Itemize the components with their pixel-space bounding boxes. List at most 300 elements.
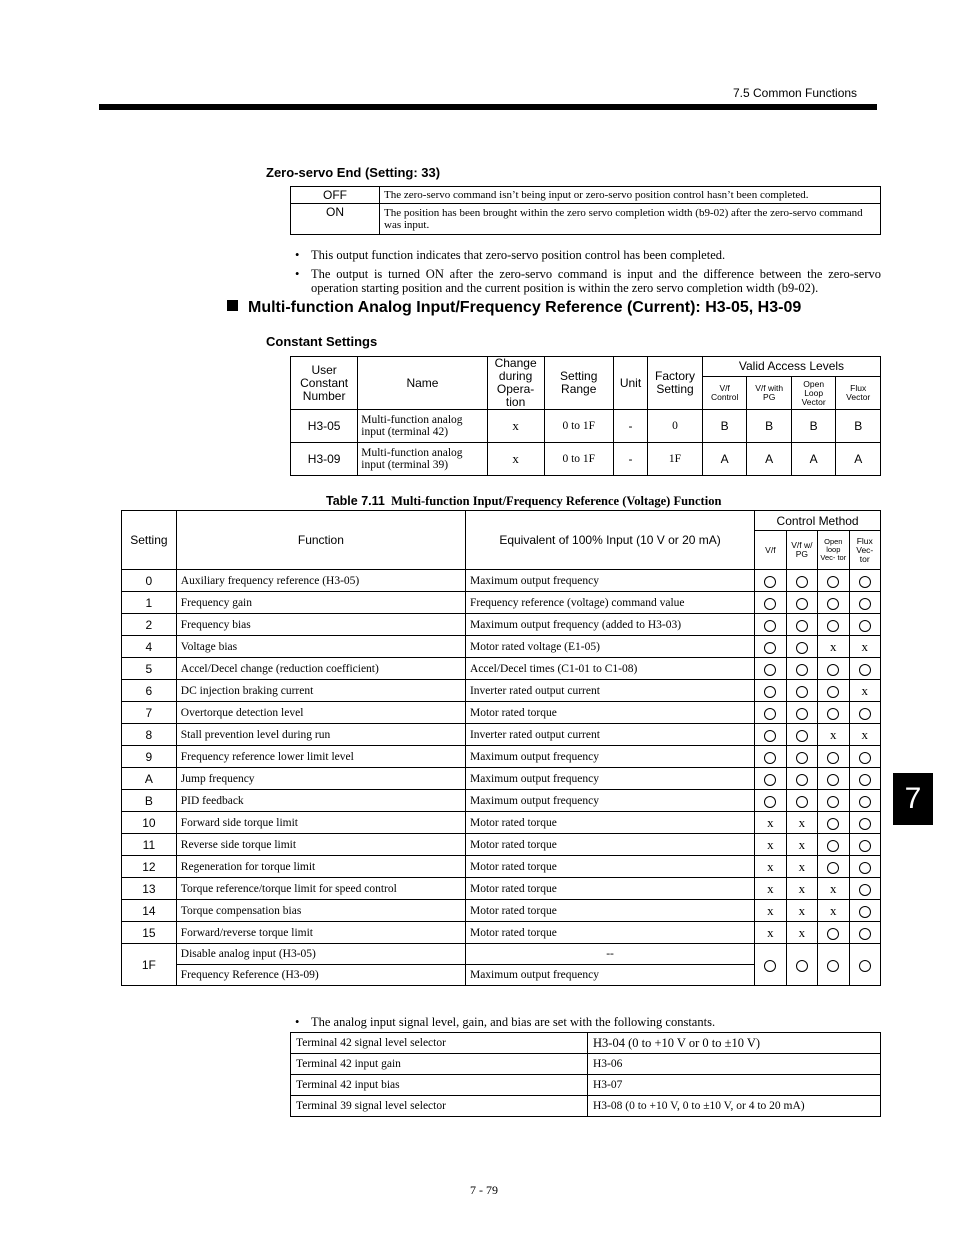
cell-method-olv: [818, 614, 849, 636]
table-row: [122, 790, 881, 812]
cell-setting: 1F: [122, 944, 177, 986]
function-table-body: [122, 570, 881, 944]
availability-circle-icon: [827, 774, 839, 786]
cell-method-vf: [755, 592, 786, 614]
header-row: [122, 511, 881, 531]
table-row: [122, 724, 881, 746]
cell-olv: A: [791, 443, 836, 476]
availability-circle-icon: [796, 620, 808, 632]
availability-circle-icon: [764, 576, 776, 588]
constant-settings-table: [290, 356, 881, 476]
col-header-olv: Open loop Vec- tor: [818, 531, 849, 570]
zero-servo-key: OFF: [291, 187, 380, 204]
availability-circle-icon: [796, 576, 808, 588]
availability-circle-icon: [827, 576, 839, 588]
availability-circle-icon: [827, 928, 839, 940]
unavailable-x-mark: x: [861, 682, 868, 698]
cell-method-vfpg: [786, 812, 817, 834]
cell-method-olv: [818, 768, 849, 790]
cell-method-olv: [818, 900, 849, 922]
cell-equivalent: Maximum output frequency: [465, 790, 754, 812]
cell-equivalent: Inverter rated output current: [465, 680, 754, 702]
cell-label: Terminal 42 signal level selector: [291, 1033, 588, 1054]
col-header-setting: Setting: [122, 511, 177, 570]
cell-method-flux: [849, 812, 880, 834]
cell-method-olv: [818, 878, 849, 900]
cell-method-flux: [849, 724, 880, 746]
cell-method-olv: [818, 724, 849, 746]
cell-value: H3-06: [588, 1054, 881, 1075]
availability-circle-icon: [764, 960, 776, 972]
cell-function: Forward side torque limit: [176, 812, 465, 834]
cell-function: Frequency Reference (H3-09): [176, 965, 465, 986]
availability-circle-icon: [764, 796, 776, 808]
table-row: [122, 658, 881, 680]
cell-change: x: [487, 410, 544, 443]
col-header-name: Name: [358, 357, 487, 410]
availability-circle-icon: [827, 862, 839, 874]
availability-circle-icon: [859, 818, 871, 830]
cell-method-vf: [755, 724, 786, 746]
cell-method-flux: [849, 790, 880, 812]
table-row: [122, 702, 881, 724]
cell-setting: 1: [122, 592, 177, 614]
availability-circle-icon: [827, 840, 839, 852]
table-row: [122, 570, 881, 592]
availability-circle-icon: [796, 774, 808, 786]
cell-method-vf: [755, 834, 786, 856]
cell-method-olv: [818, 790, 849, 812]
cell-equivalent: Inverter rated output current: [465, 724, 754, 746]
cell-method-olv: [818, 944, 849, 986]
cell-method-flux: [849, 834, 880, 856]
availability-circle-icon: [859, 840, 871, 852]
cell-method-vfpg: [786, 592, 817, 614]
table-row: [122, 900, 881, 922]
cell-method-vf: [755, 636, 786, 658]
unavailable-x-mark: x: [767, 880, 774, 896]
cell-method-vf: [755, 922, 786, 944]
availability-circle-icon: [827, 620, 839, 632]
cell-method-vf: [755, 900, 786, 922]
availability-circle-icon: [796, 796, 808, 808]
cell-function: Frequency reference lower limit level: [176, 746, 465, 768]
col-header-control-method: Control Method: [755, 511, 881, 531]
cell-function: DC injection braking current: [176, 680, 465, 702]
cell-function: Jump frequency: [176, 768, 465, 790]
cell-method-olv: [818, 746, 849, 768]
col-header-vfpg: V/f w/ PG: [786, 531, 817, 570]
zero-servo-table: [290, 186, 881, 235]
unavailable-x-mark: x: [767, 902, 774, 918]
availability-circle-icon: [796, 598, 808, 610]
cell-equivalent: Maximum output frequency (added to H3-03): [465, 614, 754, 636]
cell-method-flux: [849, 680, 880, 702]
cell-method-olv: [818, 702, 849, 724]
section-heading: [227, 299, 801, 317]
cell-method-vfpg: [786, 944, 817, 986]
cell-method-vf: [755, 702, 786, 724]
col-header-setting-range: Setting Range: [544, 357, 613, 410]
availability-circle-icon: [827, 752, 839, 764]
cell-function: Stall prevention level during run: [176, 724, 465, 746]
table-row: [122, 834, 881, 856]
cell-method-vf: [755, 658, 786, 680]
table-row: [291, 1054, 881, 1075]
cell-method-vfpg: [786, 768, 817, 790]
table-row: [122, 922, 881, 944]
availability-circle-icon: [827, 686, 839, 698]
availability-circle-icon: [764, 686, 776, 698]
cell-method-vfpg: [786, 834, 817, 856]
cell-function: Torque reference/torque limit for speed control: [176, 878, 465, 900]
cell-method-vf: [755, 570, 786, 592]
cell-setting: 12: [122, 856, 177, 878]
cell-factory: 0: [648, 410, 703, 443]
cell-label: Terminal 42 input bias: [291, 1075, 588, 1096]
cell-method-vfpg: [786, 636, 817, 658]
cell-setting: 5: [122, 658, 177, 680]
function-table-last: [122, 944, 881, 986]
availability-circle-icon: [827, 818, 839, 830]
cell-method-olv: [818, 680, 849, 702]
cell-method-flux: [849, 746, 880, 768]
cell-value: H3-07: [588, 1075, 881, 1096]
table-row: [291, 1075, 881, 1096]
zero-servo-bullets: [293, 248, 881, 300]
cell-equivalent: Maximum output frequency: [465, 746, 754, 768]
cell-method-flux: [849, 592, 880, 614]
running-header: 7.5 Common Functions: [733, 86, 858, 100]
table-row: [122, 746, 881, 768]
cell-vf: A: [702, 443, 747, 476]
bullet-item: • The output is turned ON after the zero-servo command is input and the difference between the zero-servo operation starting position and the current position is within the zero servo completion width (b9-02).: [293, 267, 881, 295]
table-row: [291, 187, 881, 204]
cell-method-flux: [849, 570, 880, 592]
availability-circle-icon: [859, 928, 871, 940]
table-row: [122, 592, 881, 614]
header-rule: [99, 104, 877, 110]
table-caption-label: Table 7.11: [326, 494, 385, 508]
cell-setting: A: [122, 768, 177, 790]
availability-circle-icon: [796, 686, 808, 698]
cell-equivalent: Maximum output frequency: [465, 570, 754, 592]
cell-method-vf: [755, 680, 786, 702]
cell-function: Auxiliary frequency reference (H3-05): [176, 570, 465, 592]
table-row: [122, 812, 881, 834]
cell-method-flux: [849, 768, 880, 790]
unavailable-x-mark: x: [767, 814, 774, 830]
cell-method-vfpg: [786, 614, 817, 636]
availability-circle-icon: [859, 598, 871, 610]
cell-name: Multi-function analog input (terminal 42): [358, 410, 487, 443]
cell-setting: 0: [122, 570, 177, 592]
table-row: [122, 878, 881, 900]
cell-method-vfpg: [786, 790, 817, 812]
cell-method-flux: [849, 636, 880, 658]
table-row: [122, 944, 881, 965]
cell-method-olv: [818, 636, 849, 658]
table-row: [291, 410, 881, 443]
col-header-factory-setting: Factory Setting: [648, 357, 703, 410]
unavailable-x-mark: x: [798, 858, 806, 874]
unavailable-x-mark: x: [830, 880, 837, 896]
cell-equivalent: Motor rated torque: [465, 702, 754, 724]
cell-method-vfpg: [786, 658, 817, 680]
unavailable-x-mark: x: [798, 902, 806, 918]
cell-equivalent: Motor rated torque: [465, 922, 754, 944]
cell-vfpg: A: [747, 443, 792, 476]
table-row: [122, 768, 881, 790]
availability-circle-icon: [859, 708, 871, 720]
cell-equivalent: Maximum output frequency: [465, 768, 754, 790]
availability-circle-icon: [764, 730, 776, 742]
unavailable-x-mark: x: [798, 880, 806, 896]
cell-method-olv: [818, 592, 849, 614]
availability-circle-icon: [859, 576, 871, 588]
cell-equivalent: Motor rated torque: [465, 834, 754, 856]
cell-method-flux: [849, 900, 880, 922]
cell-method-vfpg: [786, 900, 817, 922]
cell-name: Multi-function analog input (terminal 39): [358, 443, 487, 476]
bullet-item: • This output function indicates that zero-servo position control has been completed.: [293, 248, 881, 262]
section-heading-text: Multi-function Analog Input/Frequency Reference (Current): H3-05, H3-09: [248, 299, 802, 316]
cell-method-flux: [849, 702, 880, 724]
cell-function: Accel/Decel change (reduction coefficient): [176, 658, 465, 680]
cell-method-flux: [849, 614, 880, 636]
col-header-vf: V/f: [755, 531, 786, 570]
unavailable-x-mark: x: [767, 858, 774, 874]
availability-circle-icon: [859, 906, 871, 918]
zero-servo-title: Zero-servo End (Setting: 33): [266, 165, 441, 180]
availability-circle-icon: [859, 884, 871, 896]
availability-circle-icon: [764, 642, 776, 654]
table-caption: [326, 494, 721, 509]
cell-setting: 9: [122, 746, 177, 768]
unavailable-x-mark: x: [798, 924, 806, 940]
cell-method-vfpg: [786, 724, 817, 746]
cell-setting: B: [122, 790, 177, 812]
availability-circle-icon: [764, 774, 776, 786]
cell-method-flux: [849, 944, 880, 986]
cell-method-olv: [818, 812, 849, 834]
col-header-vf-with-pg: V/f with PG: [747, 377, 792, 410]
cell-function: Disable analog input (H3-05): [176, 944, 465, 965]
cell-function: Reverse side torque limit: [176, 834, 465, 856]
cell-method-vfpg: [786, 922, 817, 944]
col-header-open-loop-vector: Open Loop Vector: [791, 377, 836, 410]
cell-range: 0 to 1F: [544, 410, 613, 443]
analog-constants-table: [290, 1032, 881, 1117]
cell-label: Terminal 42 input gain: [291, 1054, 588, 1075]
col-header-vf-control: V/f Control: [702, 377, 747, 410]
availability-circle-icon: [859, 620, 871, 632]
cell-value: H3-04 (0 to +10 V or 0 to ±10 V): [588, 1033, 881, 1054]
cell-equivalent: Accel/Decel times (C1-01 to C1-08): [465, 658, 754, 680]
col-header-valid-access-levels: Valid Access Levels: [702, 357, 880, 377]
unavailable-x-mark: x: [767, 924, 774, 940]
cell-equivalent: --: [465, 944, 754, 965]
table-row: [291, 443, 881, 476]
table-row: [291, 1033, 881, 1054]
cell-vf: B: [702, 410, 747, 443]
table-row: [122, 636, 881, 658]
availability-circle-icon: [859, 796, 871, 808]
cell-method-vfpg: [786, 856, 817, 878]
cell-method-vf: [755, 878, 786, 900]
availability-circle-icon: [859, 774, 871, 786]
cell-setting: 15: [122, 922, 177, 944]
availability-circle-icon: [796, 960, 808, 972]
cell-equivalent: Motor rated torque: [465, 856, 754, 878]
cell-setting: 7: [122, 702, 177, 724]
cell-equivalent: Frequency reference (voltage) command value: [465, 592, 754, 614]
cell-setting: 10: [122, 812, 177, 834]
availability-circle-icon: [796, 730, 808, 742]
cell-function: Forward/reverse torque limit: [176, 922, 465, 944]
cell-function: Frequency bias: [176, 614, 465, 636]
cell-method-olv: [818, 922, 849, 944]
cell-setting: 14: [122, 900, 177, 922]
cell-method-vfpg: [786, 878, 817, 900]
unavailable-x-mark: x: [830, 902, 837, 918]
cell-equivalent: Maximum output frequency: [465, 965, 754, 986]
availability-circle-icon: [859, 664, 871, 676]
availability-circle-icon: [827, 664, 839, 676]
zero-servo-desc: The position has been brought within the zero servo completion width (b9-02) after the zero-servo command was input.: [380, 204, 881, 235]
cell-vfpg: B: [747, 410, 792, 443]
availability-circle-icon: [796, 642, 808, 654]
cell-unit: -: [613, 410, 647, 443]
cell-method-vf: [755, 790, 786, 812]
col-header-flux: Flux Vec- tor: [849, 531, 880, 570]
table-caption-text: Multi-function Input/Frequency Reference (Voltage) Function: [391, 494, 722, 508]
col-header-function: Function: [176, 511, 465, 570]
cell-function: PID feedback: [176, 790, 465, 812]
cell-function: Frequency gain: [176, 592, 465, 614]
cell-method-vfpg: [786, 702, 817, 724]
col-header-unit: Unit: [613, 357, 647, 410]
cell-factory: 1F: [648, 443, 703, 476]
bullet-item: • The analog input signal level, gain, and bias are set with the following constants.: [293, 1015, 891, 1029]
availability-circle-icon: [796, 664, 808, 676]
cell-equivalent: Motor rated torque: [465, 900, 754, 922]
availability-circle-icon: [796, 752, 808, 764]
table-row: [122, 614, 881, 636]
cell-method-flux: [849, 922, 880, 944]
col-header-user-constant-number: User Constant Number: [291, 357, 358, 410]
col-header-change-during-operation: Change during Opera- tion: [487, 357, 544, 410]
cell-method-vf: [755, 812, 786, 834]
cell-equivalent: Motor rated torque: [465, 812, 754, 834]
zero-servo-key: ON: [291, 204, 380, 235]
availability-circle-icon: [827, 960, 839, 972]
zero-servo-desc: The zero-servo command isn’t being input or zero-servo position control hasn’t been completed.: [380, 187, 881, 204]
unavailable-x-mark: x: [830, 726, 837, 742]
table-row: [122, 680, 881, 702]
unavailable-x-mark: x: [861, 726, 868, 742]
unavailable-x-mark: x: [830, 638, 837, 654]
cell-number: H3-09: [291, 443, 358, 476]
constant-settings-title: Constant Settings: [266, 334, 378, 349]
availability-circle-icon: [827, 598, 839, 610]
cell-setting: 6: [122, 680, 177, 702]
cell-equivalent: Motor rated torque: [465, 878, 754, 900]
cell-setting: 11: [122, 834, 177, 856]
cell-method-vfpg: [786, 570, 817, 592]
cell-function: Voltage bias: [176, 636, 465, 658]
cell-method-flux: [849, 856, 880, 878]
availability-circle-icon: [796, 708, 808, 720]
square-bullet-icon: [227, 300, 238, 311]
cell-method-vf: [755, 944, 786, 986]
availability-circle-icon: [764, 708, 776, 720]
cell-method-olv: [818, 834, 849, 856]
availability-circle-icon: [827, 796, 839, 808]
cell-flux: A: [836, 443, 881, 476]
availability-circle-icon: [764, 752, 776, 764]
cell-olv: B: [791, 410, 836, 443]
cell-function: Torque compensation bias: [176, 900, 465, 922]
unavailable-x-mark: x: [798, 814, 806, 830]
availability-circle-icon: [859, 960, 871, 972]
cell-method-vf: [755, 856, 786, 878]
table-row: [291, 204, 881, 235]
cell-method-vf: [755, 768, 786, 790]
cell-method-olv: [818, 570, 849, 592]
availability-circle-icon: [827, 708, 839, 720]
cell-setting: 4: [122, 636, 177, 658]
cell-method-flux: [849, 878, 880, 900]
col-header-flux-vector: Flux Vector: [836, 377, 881, 410]
availability-circle-icon: [764, 598, 776, 610]
cell-method-vf: [755, 614, 786, 636]
cell-setting: 2: [122, 614, 177, 636]
table-row: [291, 1096, 881, 1117]
availability-circle-icon: [764, 620, 776, 632]
cell-setting: 13: [122, 878, 177, 900]
chapter-tab: 7: [893, 773, 933, 825]
cell-range: 0 to 1F: [544, 443, 613, 476]
cell-equivalent: Motor rated voltage (E1-05): [465, 636, 754, 658]
cell-function: Regeneration for torque limit: [176, 856, 465, 878]
cell-method-vfpg: [786, 680, 817, 702]
function-table: [121, 510, 881, 986]
col-header-equivalent: Equivalent of 100% Input (10 V or 20 mA): [465, 511, 754, 570]
cell-change: x: [487, 443, 544, 476]
cell-flux: B: [836, 410, 881, 443]
cell-method-olv: [818, 658, 849, 680]
cell-function: Overtorque detection level: [176, 702, 465, 724]
cell-unit: -: [613, 443, 647, 476]
cell-label: Terminal 39 signal level selector: [291, 1096, 588, 1117]
cell-method-flux: [849, 658, 880, 680]
page-number: 7 - 79: [470, 1183, 498, 1197]
table-row: [122, 856, 881, 878]
availability-circle-icon: [859, 862, 871, 874]
availability-circle-icon: [764, 664, 776, 676]
unavailable-x-mark: x: [767, 836, 774, 852]
unavailable-x-mark: x: [861, 638, 868, 654]
cell-method-vf: [755, 746, 786, 768]
availability-circle-icon: [859, 752, 871, 764]
unavailable-x-mark: x: [798, 836, 806, 852]
cell-setting: 8: [122, 724, 177, 746]
header-row: [291, 357, 881, 377]
cell-method-vfpg: [786, 746, 817, 768]
cell-method-olv: [818, 856, 849, 878]
cell-number: H3-05: [291, 410, 358, 443]
